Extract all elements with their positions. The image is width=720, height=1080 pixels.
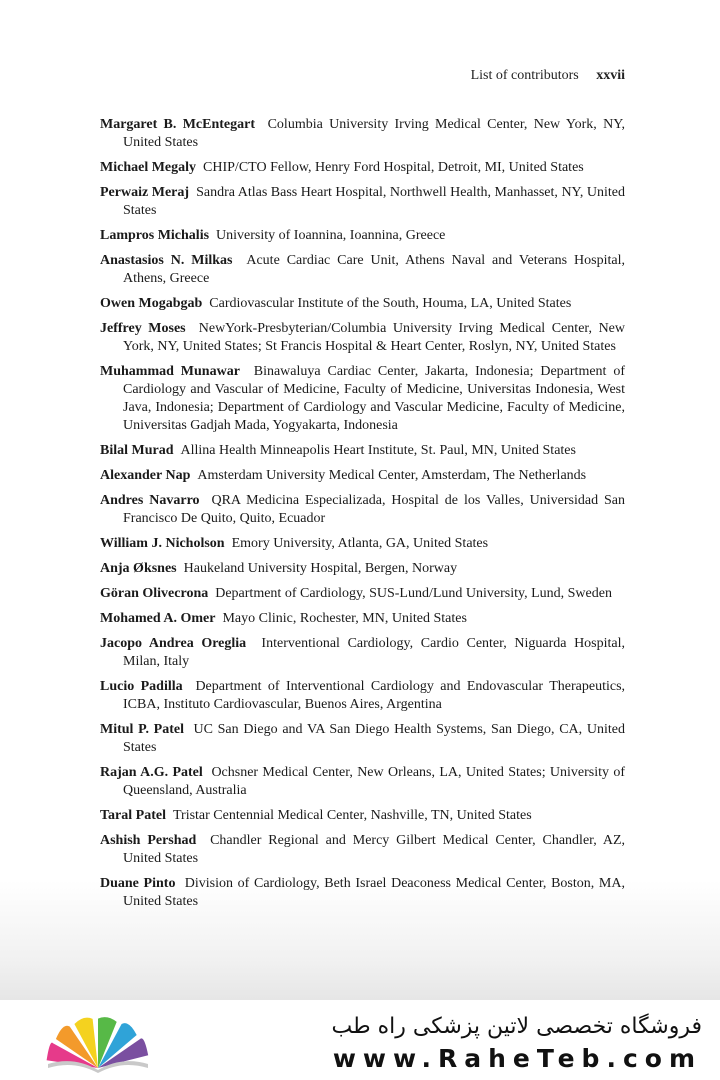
- contributor-entry: [100, 467, 625, 485]
- contributor-name: Rajan A.G. Patel: [100, 765, 203, 780]
- page-number: xxvii: [596, 68, 625, 83]
- contributor-affiliation: Acute Cardiac Care Unit, Athens Naval and Veterans Hospital, Athens, Greece: [123, 253, 625, 286]
- contributor-affiliation: Allina Health Minneapolis Heart Institute, St. Paul, MN, United States: [180, 443, 576, 458]
- contributor-affiliation: Tristar Centennial Medical Center, Nashville, TN, United States: [172, 808, 532, 823]
- contributor-entry: [100, 492, 625, 528]
- contributor-name: Anastasios N. Milkas: [100, 253, 233, 268]
- store-url[interactable]: www.RaheTeb.com: [332, 1044, 702, 1073]
- contributor-name: Owen Mogabgab: [100, 296, 203, 311]
- contributor-entry: [100, 635, 625, 671]
- contributor-name: Lampros Michalis: [100, 228, 210, 243]
- contributor-name: Duane Pinto: [100, 876, 176, 891]
- contributor-entry: [100, 116, 625, 152]
- contributor-entry: [100, 320, 625, 356]
- contributor-entry: [100, 832, 625, 868]
- contributor-name: Jacopo Andrea Oreglia: [100, 636, 247, 651]
- contributor-affiliation: Emory University, Atlanta, GA, United States: [231, 536, 489, 551]
- contributor-affiliation: Binawaluya Cardiac Center, Jakarta, Indonesia; Department of Cardiology and Vascular of Medicine, Faculty of Medicine, Universitas Indonesia, West Java, Indonesia; Department of Cardiology and Vascular Medicine, Faculty of Medicine, Universitas Gadjah Mada, Yogyakarta, Indonesia: [123, 364, 626, 433]
- contributor-name: Ashish Pershad: [100, 833, 197, 848]
- logo-rays: [47, 1017, 149, 1068]
- contributor-name: Michael Megaly: [100, 160, 197, 175]
- contributor-name: William J. Nicholson: [100, 536, 225, 551]
- contributor-affiliation: Interventional Cardiology, Cardio Center, Niguarda Hospital, Milan, Italy: [123, 636, 626, 669]
- contributor-affiliation: Cardiovascular Institute of the South, Houma, LA, United States: [209, 296, 572, 311]
- contributor-affiliation: Department of Interventional Cardiology and Endovascular Therapeutics, ICBA, Instituto Cardiovascular, Buenos Aires, Argentina: [123, 679, 626, 712]
- contributor-name: Alexander Nap: [100, 468, 191, 483]
- contributor-entry: [100, 764, 625, 800]
- contributor-entry: [100, 363, 625, 435]
- contributor-affiliation: Division of Cardiology, Beth Israel Deaconess Medical Center, Boston, MA, United States: [123, 876, 625, 909]
- contributor-entry: [100, 252, 625, 288]
- contributor-affiliation: NewYork-Presbyterian/Columbia University Irving Medical Center, New York, NY, United States; St Francis Hospital & Heart Center, Roslyn, NY, United States: [123, 321, 626, 354]
- contributor-affiliation: Mayo Clinic, Rochester, MN, United States: [222, 611, 467, 626]
- contributor-entry: [100, 159, 625, 177]
- contributor-entry: [100, 227, 625, 245]
- contributor-affiliation: University of Ioannina, Ioannina, Greece: [216, 228, 446, 243]
- contributor-name: Bilal Murad: [100, 443, 174, 458]
- contributor-affiliation: Ochsner Medical Center, New Orleans, LA, United States; University of Queensland, Australia: [123, 765, 626, 798]
- contributor-name: Jeffrey Moses: [100, 321, 186, 336]
- open-book-rainbow-logo-icon: [40, 1012, 156, 1074]
- contributor-name: Mohamed A. Omer: [100, 611, 216, 626]
- contributor-entry: [100, 535, 625, 553]
- contributor-entry: [100, 610, 625, 628]
- contributor-name: Muhammad Munawar: [100, 364, 240, 379]
- contributor-affiliation: UC San Diego and VA San Diego Health Systems, San Diego, CA, United States: [123, 722, 625, 755]
- contributor-name: Perwaiz Meraj: [100, 185, 190, 200]
- contributor-name: Margaret B. McEntegart: [100, 117, 255, 132]
- contributor-affiliation: Sandra Atlas Bass Heart Hospital, Northwell Health, Manhasset, NY, United States: [123, 185, 625, 218]
- contributors-list: [100, 116, 625, 918]
- contributor-name: Lucio Padilla: [100, 679, 183, 694]
- contributor-affiliation: Amsterdam University Medical Center, Amsterdam, The Netherlands: [197, 468, 587, 483]
- contributor-affiliation: QRA Medicina Especializada, Hospital de los Valles, Universidad San Francisco De Quito, Quito, Ecuador: [123, 493, 626, 526]
- running-head-title: List of contributors: [470, 68, 579, 83]
- contributor-entry: [100, 184, 625, 220]
- contributor-name: Göran Olivecrona: [100, 586, 209, 601]
- contributor-entry: [100, 678, 625, 714]
- contributor-affiliation: Columbia University Irving Medical Center, New York, NY, United States: [123, 117, 626, 150]
- contributor-entry: [100, 721, 625, 757]
- running-head: [471, 68, 625, 84]
- contributor-name: Anja Øksnes: [100, 561, 177, 576]
- contributor-affiliation: Department of Cardiology, SUS-Lund/Lund University, Lund, Sweden: [215, 586, 612, 601]
- contributor-affiliation: CHIP/CTO Fellow, Henry Ford Hospital, Detroit, MI, United States: [203, 160, 584, 175]
- contributor-entry: [100, 807, 625, 825]
- book-page-left: [48, 1061, 98, 1073]
- contributor-affiliation: Chandler Regional and Mercy Gilbert Medical Center, Chandler, AZ, United States: [123, 833, 626, 866]
- watermark-footer: [0, 1000, 720, 1080]
- contributor-entry: [100, 295, 625, 313]
- contributor-affiliation: Haukeland University Hospital, Bergen, Norway: [183, 561, 458, 576]
- contributor-name: Andres Navarro: [100, 493, 200, 508]
- contributor-entry: [100, 560, 625, 578]
- contributor-entry: [100, 442, 625, 460]
- contributor-entry: [100, 875, 625, 911]
- contributor-name: Taral Patel: [100, 808, 166, 823]
- contributor-name: Mitul P. Patel: [100, 722, 184, 737]
- contributor-entry: [100, 585, 625, 603]
- store-name-persian: فروشگاه تخصصی لاتین پزشکی راه طب: [331, 1014, 702, 1039]
